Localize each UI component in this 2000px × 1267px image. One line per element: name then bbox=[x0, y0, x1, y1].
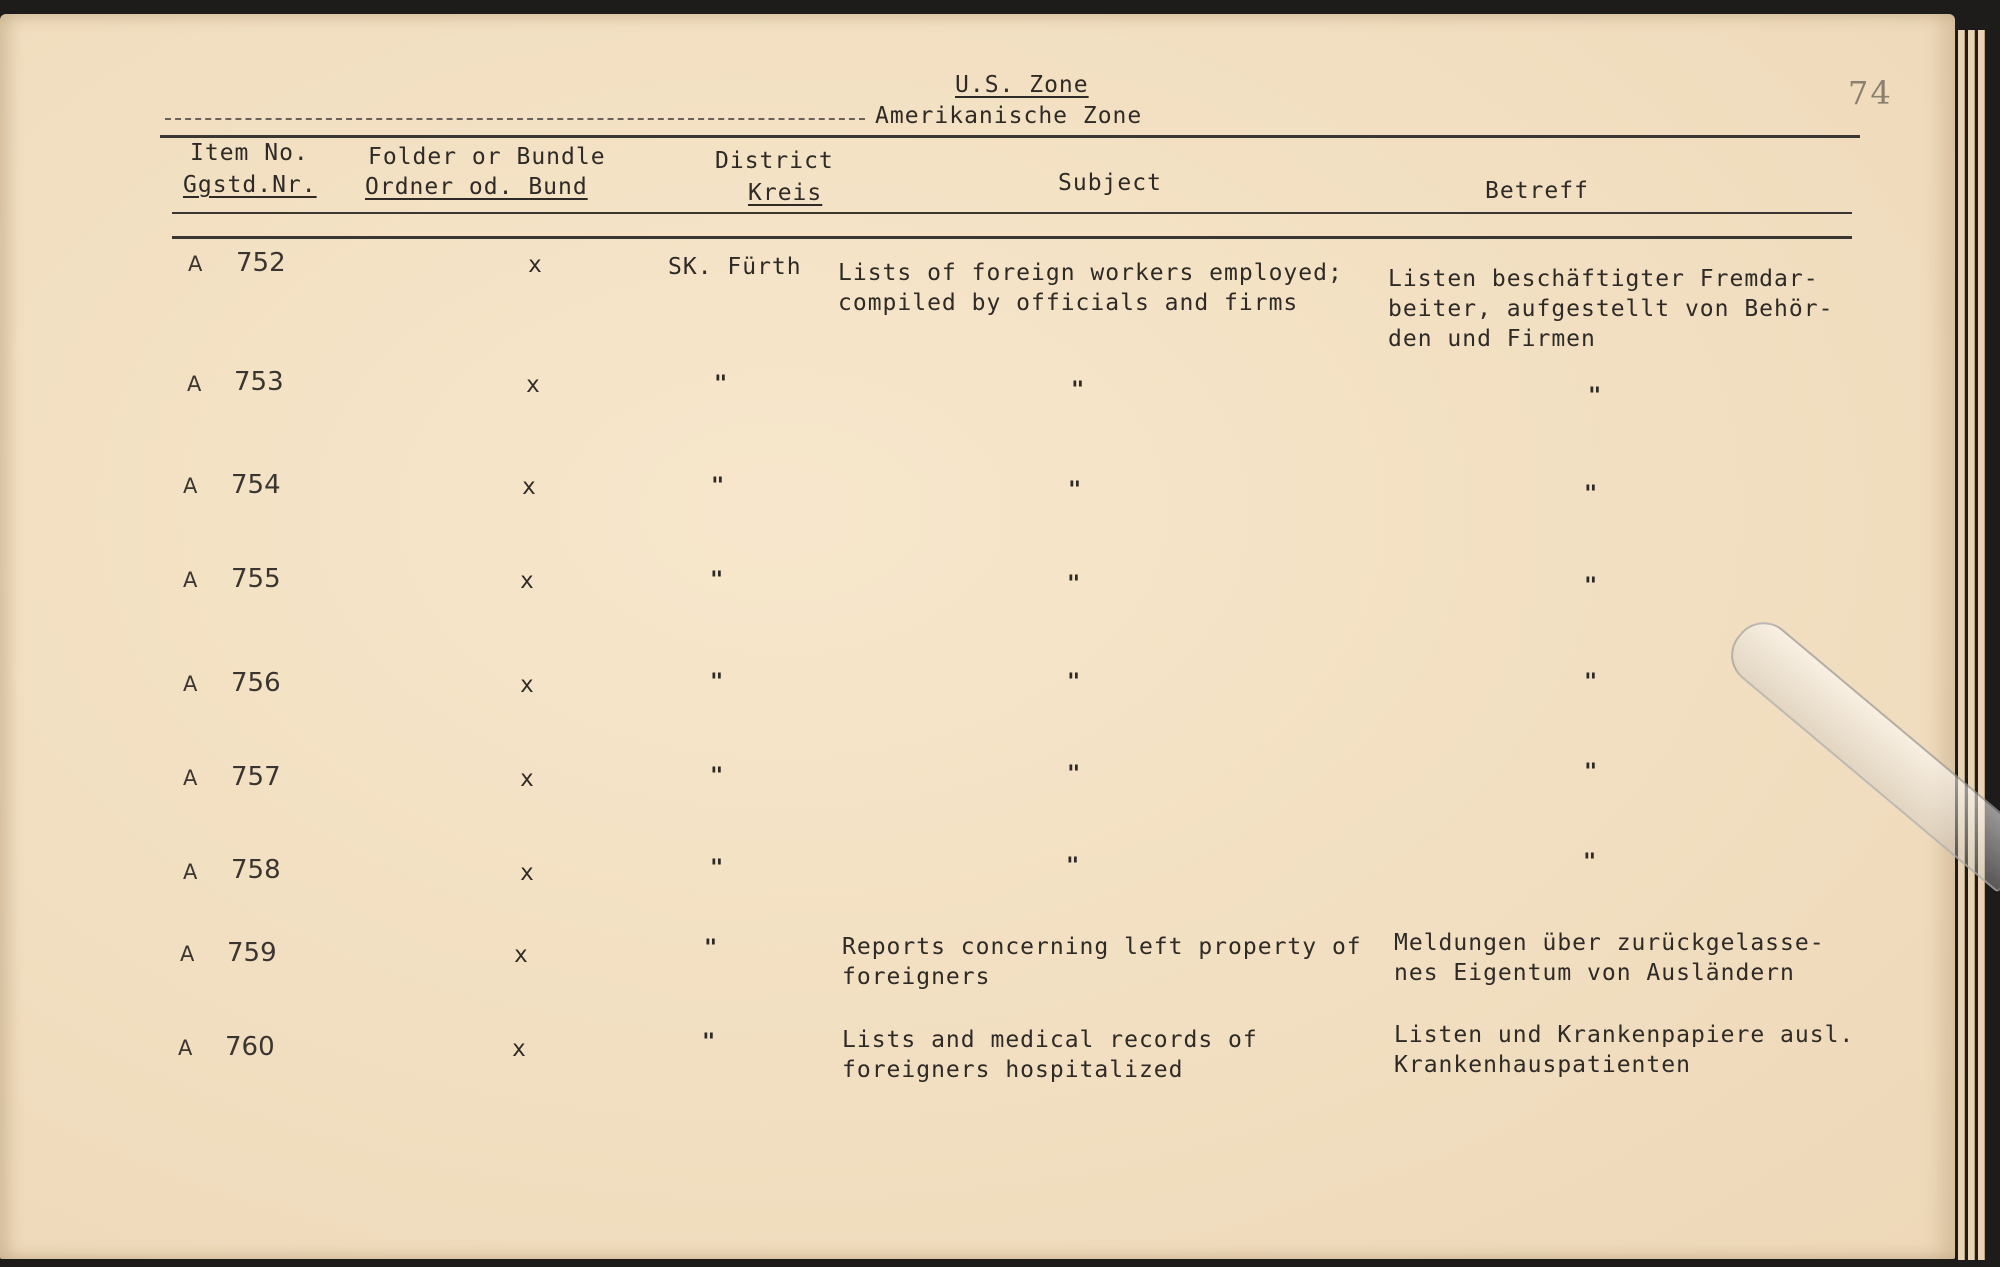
district-ditto: " bbox=[711, 474, 725, 499]
betreff-ditto: " bbox=[1584, 482, 1598, 507]
subject-ditto: " bbox=[1068, 478, 1082, 503]
subject-ditto: " bbox=[1067, 572, 1081, 597]
header-bottom-rule bbox=[172, 236, 1852, 239]
item-prefix: A bbox=[183, 568, 198, 592]
folder-mark: x bbox=[526, 372, 540, 398]
district-ditto: " bbox=[710, 856, 724, 881]
folder-mark: x bbox=[520, 568, 534, 594]
district-ditto: " bbox=[714, 372, 728, 397]
district-cell: SK. Fürth bbox=[668, 254, 802, 280]
subject-ditto: " bbox=[1066, 854, 1080, 879]
district-ditto: " bbox=[704, 936, 718, 961]
subject-cell: Lists of foreign workers employed; compiled by officials and firms bbox=[838, 260, 1343, 316]
item-number: 759 bbox=[227, 938, 277, 968]
page-number: 74 bbox=[1848, 74, 1893, 112]
page-edge bbox=[1978, 30, 1985, 1260]
folder-mark: x bbox=[514, 942, 528, 968]
item-prefix: A bbox=[183, 672, 198, 696]
page-edge bbox=[1968, 30, 1975, 1260]
item-prefix: A bbox=[188, 252, 203, 276]
item-number: 754 bbox=[231, 470, 281, 500]
betreff-ditto: " bbox=[1588, 384, 1602, 409]
subject-cell: Lists and medical records of foreigners hospitalized bbox=[842, 1027, 1258, 1083]
page-edge bbox=[1958, 30, 1965, 1260]
zone-title-de: Amerikanische Zone bbox=[875, 103, 1143, 129]
col-item-en: Item No. bbox=[190, 140, 309, 166]
district-ditto: " bbox=[710, 670, 724, 695]
district-ditto: " bbox=[702, 1030, 716, 1055]
betreff-ditto: " bbox=[1583, 850, 1597, 875]
betreff-cell: Listen und Krankenpapiere ausl. Krankenhauspatienten bbox=[1394, 1022, 1855, 1078]
folder-mark: x bbox=[512, 1036, 526, 1062]
betreff-ditto: " bbox=[1584, 574, 1598, 599]
col-item-de: Ggstd.Nr. bbox=[183, 172, 317, 198]
subject-ditto: " bbox=[1067, 762, 1081, 787]
item-number: 755 bbox=[231, 564, 281, 594]
col-district-en: District bbox=[715, 148, 834, 174]
header-top-rule bbox=[160, 135, 1860, 138]
betreff-cell: Meldungen über zurückgelasse- nes Eigentum von Ausländern bbox=[1394, 930, 1825, 986]
subject-ditto: " bbox=[1067, 670, 1081, 695]
folder-mark: x bbox=[520, 672, 534, 698]
item-prefix: A bbox=[180, 942, 195, 966]
item-number: 752 bbox=[236, 248, 286, 278]
header-dashed-rule bbox=[165, 118, 865, 120]
item-prefix: A bbox=[183, 474, 198, 498]
district-ditto: " bbox=[710, 764, 724, 789]
col-betreff: Betreff bbox=[1485, 178, 1589, 204]
item-number: 756 bbox=[231, 668, 281, 698]
folder-mark: x bbox=[520, 766, 534, 792]
betreff-ditto: " bbox=[1584, 760, 1598, 785]
folder-mark: x bbox=[520, 860, 534, 886]
subject-cell: Reports concerning left property of foreigners bbox=[842, 934, 1362, 990]
item-number: 753 bbox=[234, 367, 284, 397]
subject-ditto: " bbox=[1071, 378, 1085, 403]
item-prefix: A bbox=[178, 1036, 193, 1060]
item-prefix: A bbox=[187, 372, 202, 396]
col-folder-en: Folder or Bundle bbox=[368, 144, 606, 170]
folder-mark: x bbox=[528, 252, 542, 278]
item-prefix: A bbox=[183, 766, 198, 790]
col-district-de: Kreis bbox=[748, 180, 823, 206]
district-ditto: " bbox=[710, 568, 724, 593]
zone-title-en: U.S. Zone bbox=[955, 72, 1089, 98]
betreff-ditto: " bbox=[1584, 670, 1598, 695]
item-number: 760 bbox=[225, 1032, 275, 1062]
col-subject: Subject bbox=[1058, 170, 1162, 196]
folder-mark: x bbox=[522, 474, 536, 500]
item-number: 757 bbox=[231, 762, 281, 792]
col-folder-de: Ordner od. Bund bbox=[365, 174, 588, 200]
header-mid-rule bbox=[172, 212, 1852, 214]
item-number: 758 bbox=[231, 855, 281, 885]
item-prefix: A bbox=[183, 860, 198, 884]
betreff-cell: Listen beschäftigter Fremdar- beiter, aufgestellt von Behör- den und Firmen bbox=[1388, 266, 1834, 352]
